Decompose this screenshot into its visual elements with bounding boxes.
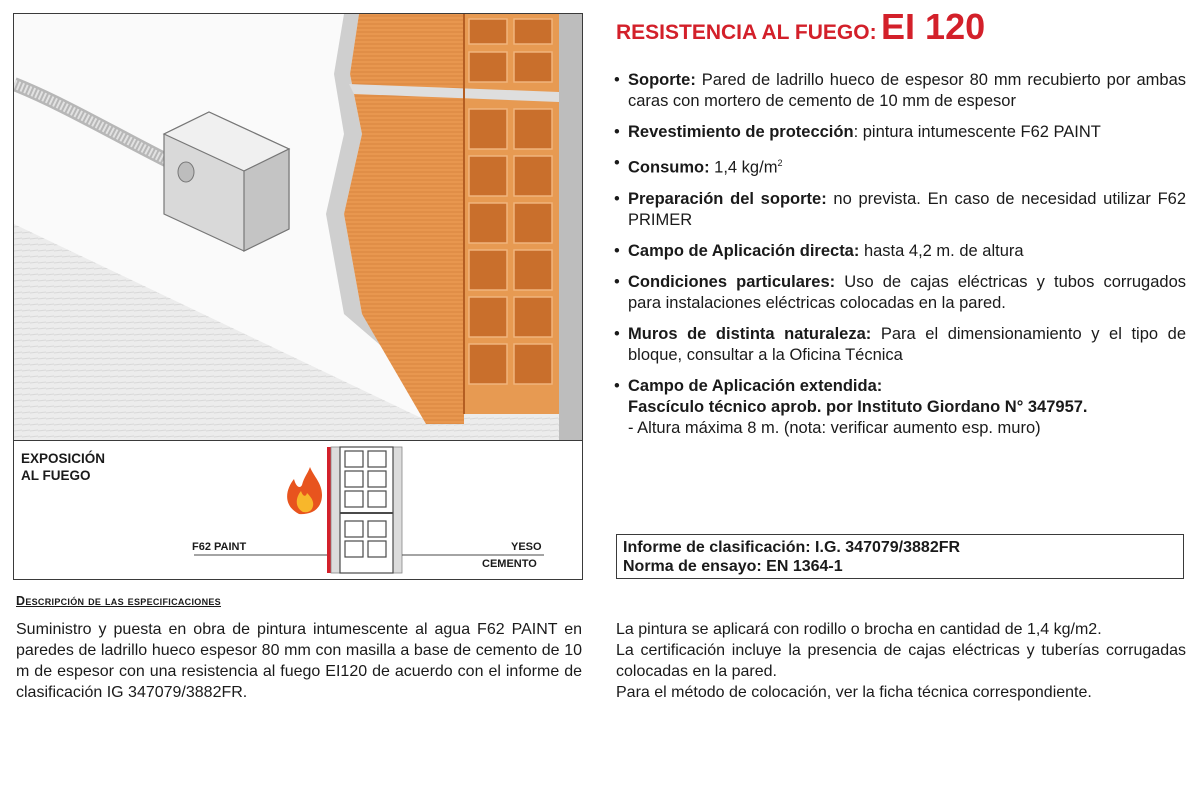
description-right-line: La pintura se aplicará con rodillo o brocha en cantidad de 1,4 kg/m2. xyxy=(616,621,1102,638)
fire-icon xyxy=(287,467,322,514)
exposure-line2: AL FUEGO xyxy=(21,468,91,483)
description-right-line: La certificación incluye la presencia de cajas eléctricas y tuberías corrugadas colocadas en la pared. xyxy=(616,642,1186,680)
exposure-label xyxy=(21,450,105,484)
spec-muros: • Muros de distinta naturaleza: Para el dimensionamiento y el tipo de bloque, consultar a la Oficina Técnica xyxy=(614,324,1186,366)
cemento-label: CEMENTO xyxy=(482,558,537,570)
title-value: EI 120 xyxy=(881,6,986,47)
fire-resistance-title xyxy=(616,6,985,48)
classification-box xyxy=(616,534,1184,579)
yeso-label: YESO xyxy=(511,541,542,553)
spec-soporte: • Soporte: Pared de ladrillo hueco de espesor 80 mm recubierto por ambas caras con mortero de cemento de 10 mm de espesor xyxy=(614,70,1186,112)
description-left: Suministro y puesta en obra de pintura intumescente al agua F62 PAINT en paredes de ladrillo hueco espesor 80 mm con masilla a base de cemento de 10 m de espesor con una resistencia al fuego EI120 de acuerdo con el informe de clasificación IG 347079/3882FR. xyxy=(16,621,582,701)
wall-illustration xyxy=(13,13,583,441)
spec-condiciones: • Condiciones particulares: Uso de cajas eléctricas y tubos corrugados para instalaciones eléctricas colocadas en la pared. xyxy=(614,272,1186,314)
spec-campo-extendida: • Campo de Aplicación extendida: Fascículo técnico aprob. por Instituto Giordano N° 347957. - Altura máxima 8 m. (nota: verificar aumento esp. muro) xyxy=(614,376,1186,439)
spec-consumo: • Consumo: 1,4 $kg/m^2$ xyxy=(614,153,1186,179)
description-right-line: Para el método de colocación, ver la ficha técnica correspondiente. xyxy=(616,684,1092,701)
spec-preparacion: • Preparación del soporte: no prevista. En caso de necesidad utilizar F62 PRIMER xyxy=(614,189,1186,231)
spec-revestimiento: • Revestimiento de protección: pintura intumescente F62 PAINT xyxy=(614,122,1186,143)
description-right xyxy=(616,619,1186,703)
spec-campo-directa: • Campo de Aplicación directa: hasta 4,2 m. de altura xyxy=(614,241,1186,262)
specs-list xyxy=(614,70,1186,449)
wall-section-diagram xyxy=(13,441,583,580)
description-heading: Descripción de las especificaciones xyxy=(16,594,221,608)
classification-report: Informe de clasificación: I.G. 347079/3882FR xyxy=(623,539,961,556)
classification-norm: Norma de ensayo: EN 1364-1 xyxy=(623,558,843,575)
f62-paint-label: F62 PAINT xyxy=(192,541,247,553)
exposure-line1: EXPOSICIÓN xyxy=(21,451,106,466)
title-prefix: RESISTENCIA AL FUEGO: xyxy=(616,21,877,44)
